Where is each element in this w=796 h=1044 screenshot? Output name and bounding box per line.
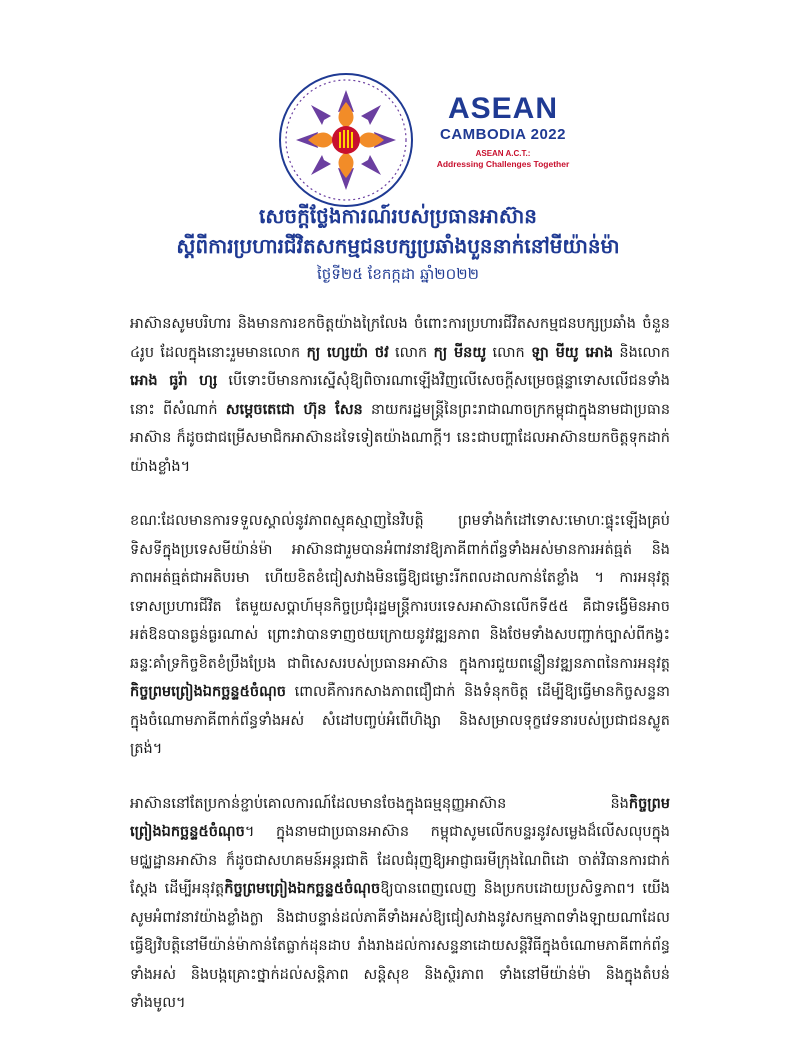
text-run: អាស៊ានសូមបរិហារ និងមានការខកចិត្តយ៉ាងក្រៃលែង ចំពោះការប្រហារជីវិតសកម្មជនបក្សប្រឆាំង ចំនួន ៤រូប ដែលក្នុងនោះរួមមានលោក <box>130 316 670 361</box>
statement-subtitle: ស្តីពីការប្រហារជីវិតសកម្មជនបក្សប្រឆាំងបួននាក់នៅមីយ៉ាន់ម៉ា <box>176 234 620 258</box>
paragraph-1 <box>130 310 670 481</box>
bold-text-run: ឡា មីយូ អោង <box>531 344 614 361</box>
paragraph-3 <box>130 790 670 1018</box>
brand-block <box>428 93 578 170</box>
bold-text-run: អោង ធូរ៉ា ហ្ស <box>130 373 218 389</box>
paragraph-2 <box>130 507 670 764</box>
emblem-center-circle <box>332 126 360 154</box>
tagline-line2: Addressing Challenges Together <box>436 159 570 169</box>
statement-title-block <box>100 201 696 287</box>
text-run: នាយករដ្ឋមន្ត្រីនៃព្រះរាជាណាចក្រកម្ពុជាក្នុងនាមជាប្រធានអាស៊ាន ក៏ដូចជាជម្រើសមាជិកអាស៊ានដទៃទៀតយ៉ាងណាក្តី។ នេះជាបញ្ហាដែលអាស៊ានយកចិត្តទុកដាក់យ៉ាងខ្លាំង។ <box>130 401 671 475</box>
brand-subtitle: CAMBODIA 2022 <box>440 126 566 143</box>
statement-body <box>130 310 670 1044</box>
brand-title: ASEAN <box>447 92 558 125</box>
asean-cambodia-emblem <box>276 70 416 210</box>
text-run: អាស៊ាននៅតែប្រកាន់ខ្ជាប់គោលការណ៍ដែលមានចែងក្នុងធម្មនុញ្ញអាស៊ាន និង <box>130 795 629 812</box>
statement-title: សេចក្តីថ្លែងការណ៍របស់ប្រធានអាស៊ាន <box>259 204 537 228</box>
bold-text-run: កិច្ចព្រមព្រៀងឯកច្ឆន្ទ៥ចំណុច <box>224 881 381 897</box>
text-run: ឱ្យបានពេញលេញ និងប្រកបដោយប្រសិទ្ធភាព។ យើងសូមអំពាវនាវយ៉ាងខ្លាំងក្លា និងជាបន្ទាន់ដល់ភាគីទាំងអស់ឱ្យជៀសវាងនូវសកម្មភាពទាំងឡាយណាដែលធ្វើឱ្យវិបត្តិនៅមីយ៉ាន់ម៉ាកាន់តែធ្លាក់ដុនដាប រាំងរាងដល់ការសន្ទនាដោយសន្តិវិធីក្នុងចំណោមភាគីពាក់ព័ន្ធទាំងអស់ និងបង្កគ្រោះថ្នាក់ដល់សន្តិភាព សន្តិសុខ និងស្ថិរភាព ទាំងនៅមីយ៉ាន់ម៉ា និងក្នុងតំបន់ទាំងមូល។ <box>130 881 670 1011</box>
bold-text-run: កិច្ចព្រមព្រៀងឯកច្ឆន្ទ៥ចំណុច <box>130 795 670 840</box>
text-run: បើទោះបីមានការស្នើសុំឱ្យពិចារណាឡើងវិញលើសេចក្តីសម្រេចផ្តន្ទាទោសលើជនទាំងនោះ ពីសំណាក់ <box>130 373 670 418</box>
statement-date: ថ្ងៃទី២៥ ខែកក្កដា ឆ្នាំ២០២២ <box>317 265 479 283</box>
text-run: ពោលគឺការកសាងភាពជឿជាក់ និងទំនុកចិត្ត ដើម្បីឱ្យធ្វើមានកិច្ចសន្ទនាក្នុងចំណោមភាគីពាក់ព័ន្ធទាំងអស់ សំដៅបញ្ចប់អំពើហិង្សា និងសម្រាលទុក្ខវេទនារបស់ប្រជាជនស្លូតត្រង់។ <box>130 684 670 757</box>
bold-text-run: សម្តេចតេជោ ហ៊ុន សែន <box>225 401 363 418</box>
bold-text-run: កិច្ចព្រមព្រៀងឯកច្ឆន្ទ៥ចំណុច <box>130 684 286 700</box>
bold-text-run: ក្យ មីនយូ <box>433 344 487 361</box>
emblem-graphic <box>276 70 416 210</box>
tagline-line1: ASEAN A.C.T.: <box>475 149 531 158</box>
bold-text-run: ក្យ ហ្សេយ៉ា ថវ <box>306 344 389 361</box>
text-run: លោក <box>388 344 434 361</box>
text-run: លោក <box>486 344 532 361</box>
text-run: និងលោក <box>613 344 671 361</box>
text-run: ខណៈដែលមានការទទួលស្គាល់នូវភាពស្មុគស្មាញនៃវិបត្តិ ព្រមទាំងកំដៅទោសៈមោហៈផ្ទុះឡើងគ្រប់ទិសទីក្នុងប្រទេសមីយ៉ាន់ម៉ា អាស៊ានជារួមបានអំពាវនាវឱ្យភាគីពាក់ព័ន្ធទាំងអស់មានការអត់ធ្មត់ និង ភាពអត់ធ្មត់ជាអតិបរមា ហើយខិតខំជៀសវាងមិនធ្វើឱ្យជម្លោះរីកពលដាលកាន់តែខ្លាំង ។ ការអនុវត្តទោសប្រហារជីវិត តែមួយសប្តាហ៍មុនកិច្ចប្រជុំរដ្ឋមន្ត្រីការបរទេសអាស៊ានលើកទី៥៥ គឺជាទង្វើមិនអាចអត់ឱនបានធ្ងន់ធ្ងរណាស់ ព្រោះវាបានទាញថយក្រោយនូវវឌ្ឍនភាព និងថែមទាំងសបញ្ជាក់ច្បាស់ពីកង្វះឆន្ទៈគាំទ្រកិច្ចខិតខំប្រឹងប្រែង ជាពិសេសរបស់ប្រធានអាស៊ាន ក្នុងការជួយពន្លឿនវឌ្ឍនភាពនៃការអនុវត្ត <box>130 513 670 672</box>
text-run: ។ ក្នុងនាមជាប្រធានអាស៊ាន កម្ពុជាសូមលើកបន្ទរនូវសម្លេងដ៏លើសលុបក្នុងមជ្ឈដ្ឋានអាស៊ាន ក៏ដូចជាសហគមន៍អន្តរជាតិ ដែលជំរុញឱ្យអាជ្ញាធរមីក្រុងណៃពិដោ ចាត់វិធានការជាក់ស្តែង ដើម្បីអនុវត្ត <box>130 824 670 897</box>
